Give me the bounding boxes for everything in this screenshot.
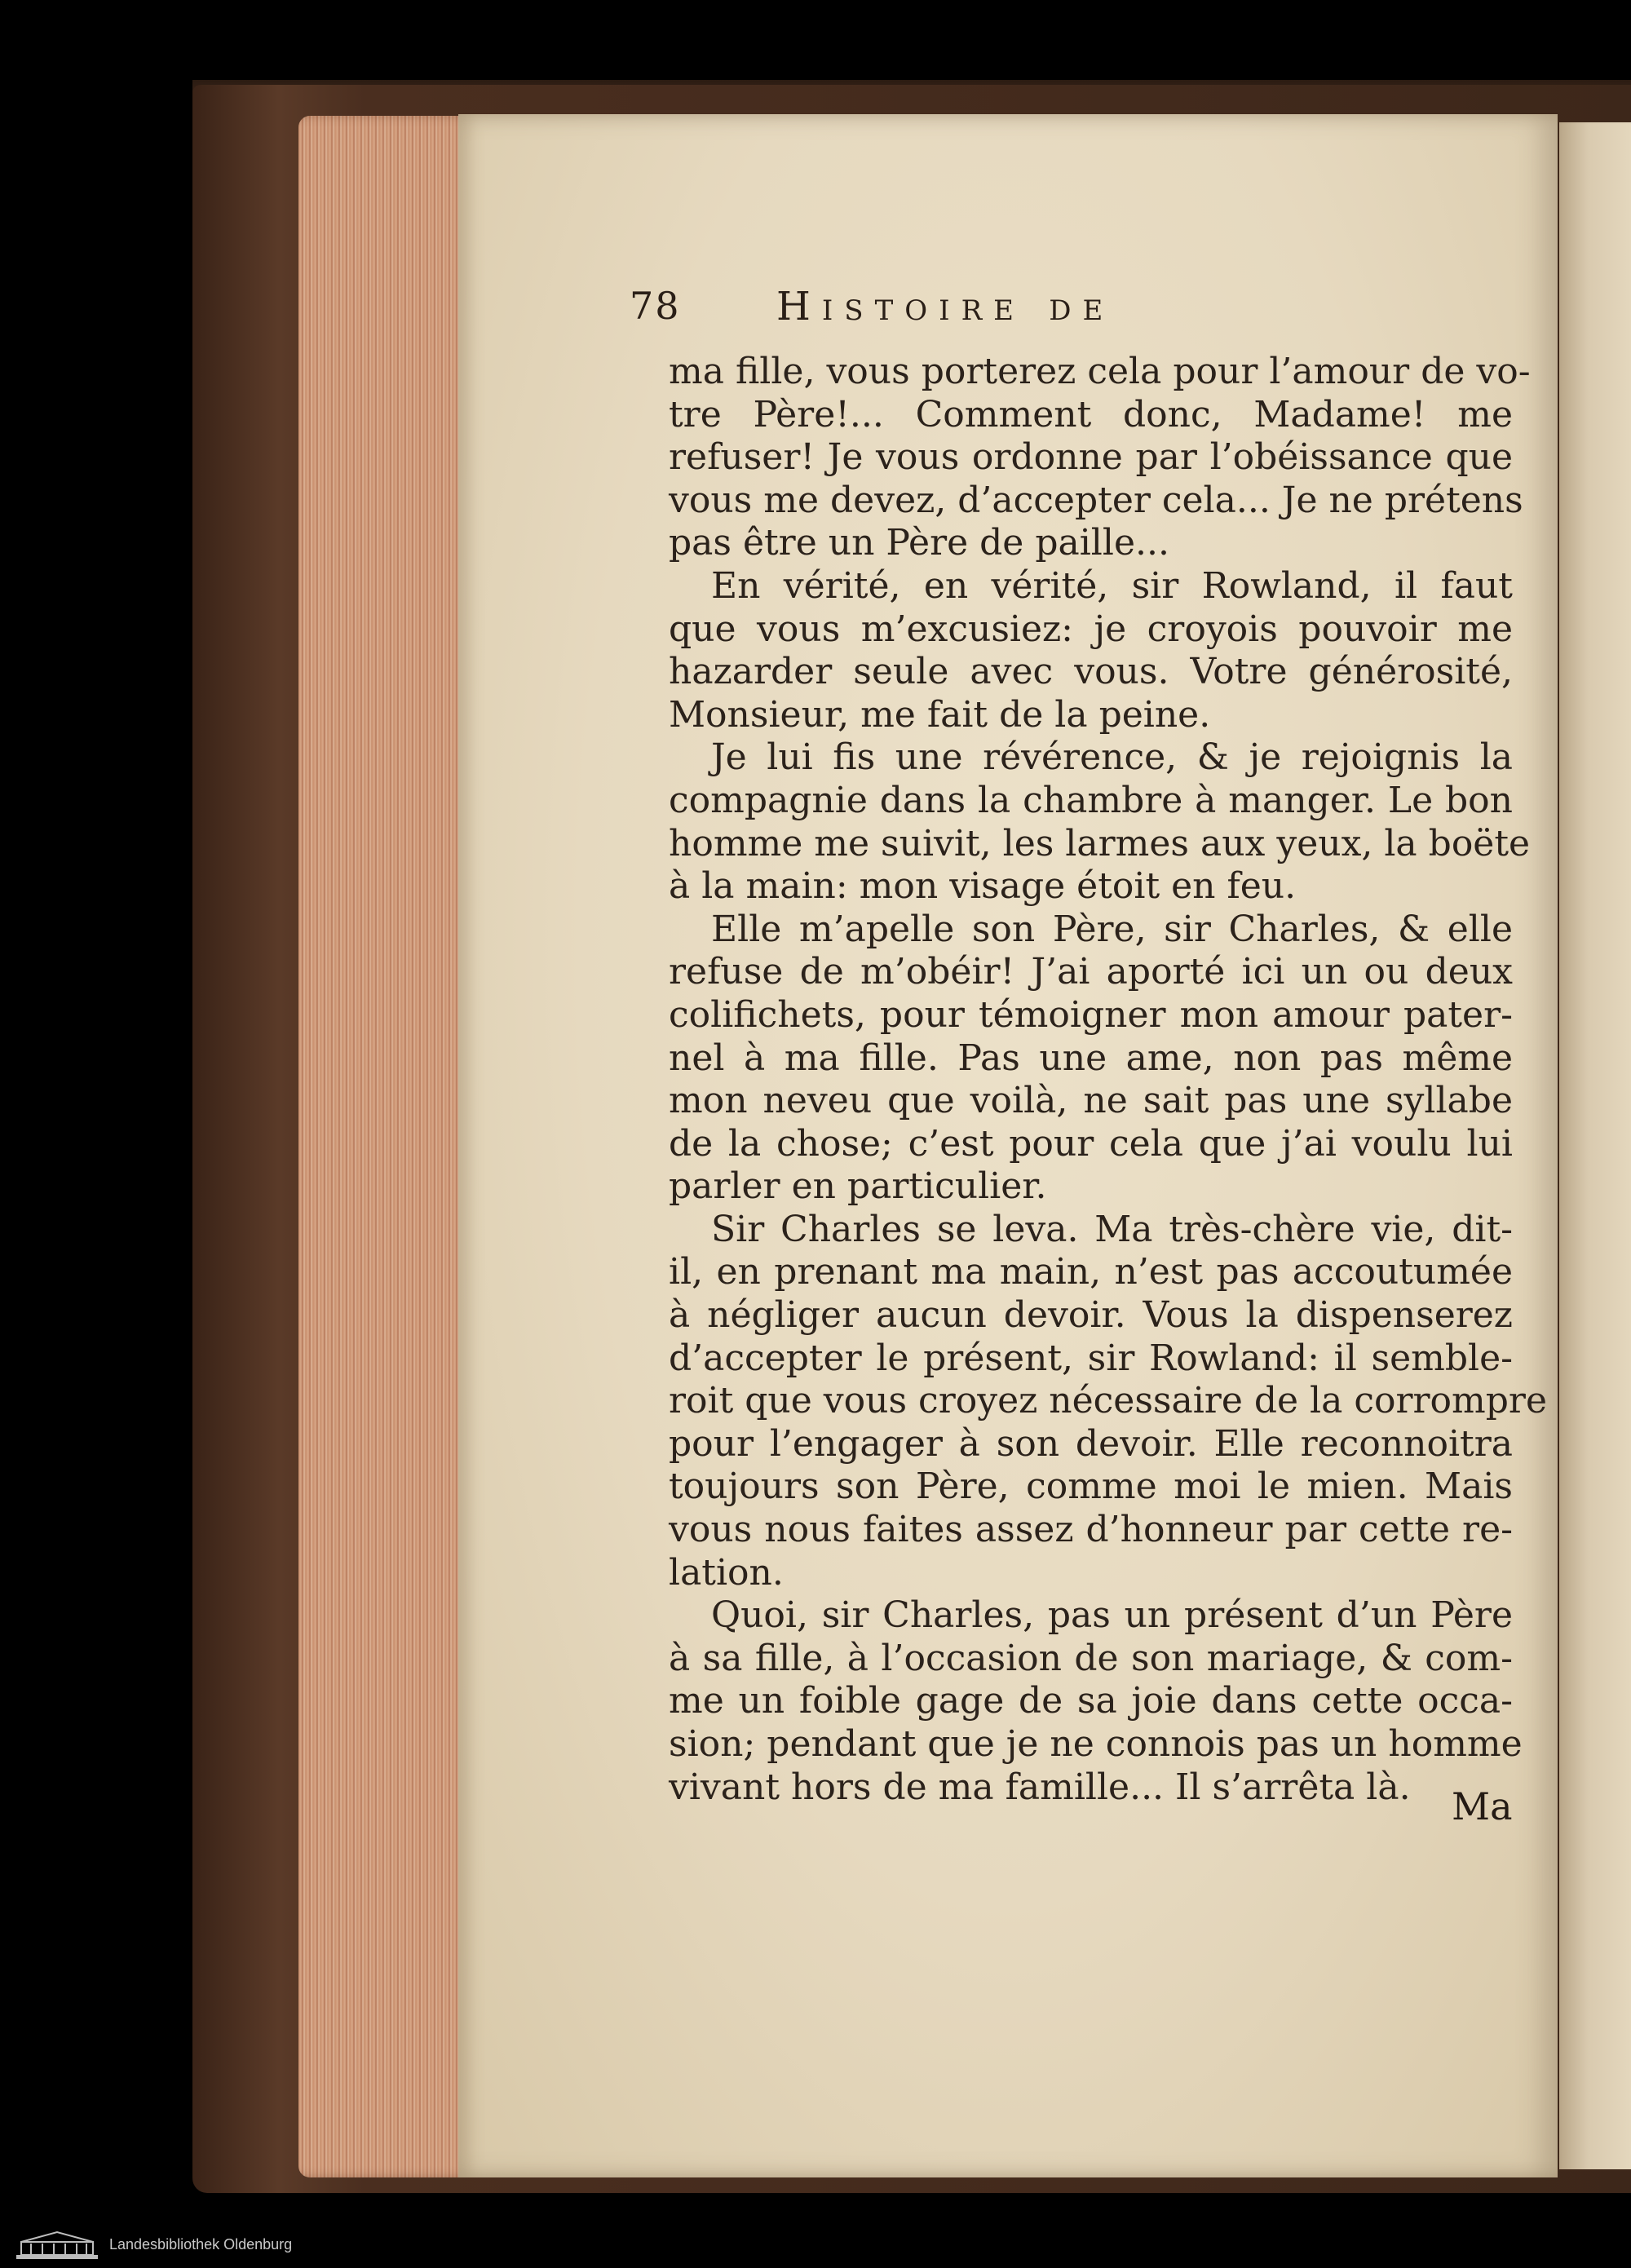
text-line: Je lui fis une révérence, & je rejoignis la [711, 736, 1513, 779]
text-line: pas être un Père de paille... [669, 522, 1169, 564]
text-line: mon neveu que voilà, ne sait pas une syllabe [669, 1080, 1513, 1122]
text-line: pour l’engager à son devoir. Elle reconnoitra [669, 1422, 1513, 1465]
text-line: à négliger aucun devoir. Vous la dispenserez [669, 1294, 1513, 1337]
text-line: vous me devez, d’accepter cela... Je ne prétens [669, 479, 1523, 521]
text-line: hazarder seule avec vous. Votre générosité, [669, 651, 1513, 693]
text-line: Monsieur, me fait de la peine. [669, 693, 1211, 736]
body-text [669, 351, 1547, 1809]
text-line: que vous m’excusiez: je croyois pouvoir me [669, 608, 1513, 650]
text-line: d’accepter le présent, sir Rowland: il semble- [669, 1337, 1513, 1379]
text-line: homme me suivit, les larmes aux yeux, la boëte [669, 822, 1531, 864]
text-line: nel à ma fille. Pas une ame, non pas même [669, 1037, 1513, 1079]
text-line: Sir Charles se leva. Ma très-chère vie, dit- [711, 1208, 1513, 1250]
text-line: vivant hors de ma famille... Il s’arrêta là. [669, 1766, 1411, 1808]
text-line: sion; pendant que je ne connois pas un homme [669, 1723, 1523, 1765]
text-line: Quoi, sir Charles, pas un présent d’un Père [711, 1594, 1513, 1637]
text-line: refuser! Je vous ordonne par l’obéissance que [669, 436, 1513, 479]
text-line: vous nous faites assez d’honneur par cette re- [669, 1509, 1513, 1551]
text-line: à la main: mon visage étoit en feu. [669, 865, 1297, 908]
text-line: tre Père!... Comment donc, Madame! me [669, 393, 1513, 435]
text-line: compagnie dans la chambre à manger. Le bon [669, 779, 1513, 821]
text-line: parler en particulier. [669, 1165, 1047, 1208]
text-line: ma fille, vous porterez cela pour l’amour de vo- [669, 351, 1531, 392]
library-name: Landesbibliothek Oldenburg [109, 2236, 293, 2253]
text-line: roit que vous croyez nécessaire de la corrompre [669, 1380, 1547, 1422]
page-number: 78 [630, 284, 681, 328]
text-line: à sa fille, à l’occasion de son mariage, & com- [669, 1637, 1513, 1679]
text-line: me un foible gage de sa joie dans cette occa- [669, 1680, 1513, 1722]
page-block-edges [298, 116, 478, 2177]
text-line: Elle m’apelle son Père, sir Charles, & elle [711, 908, 1513, 950]
text-line: de la chose; c’est pour cela que j’ai voulu lui [669, 1122, 1513, 1165]
page-header [630, 284, 1445, 341]
text-line: toujours son Père, comme moi le mien. Mais [669, 1466, 1513, 1508]
text-line: il, en prenant ma main, n’est pas accoutumée [669, 1251, 1513, 1293]
text-line: colifichets, pour témoigner mon amour pater- [669, 993, 1513, 1036]
running-head: Histoire de [776, 284, 1115, 329]
text-line: En vérité, en vérité, sir Rowland, il faut [711, 564, 1513, 607]
text-line: refuse de m’obéir! J’ai aporté ici un ou deux [669, 951, 1513, 993]
library-building-icon [15, 2230, 99, 2261]
text-line: lation. [669, 1551, 784, 1594]
catchword: Ma [1452, 1784, 1513, 1828]
facing-page-edge [1559, 122, 1631, 2169]
